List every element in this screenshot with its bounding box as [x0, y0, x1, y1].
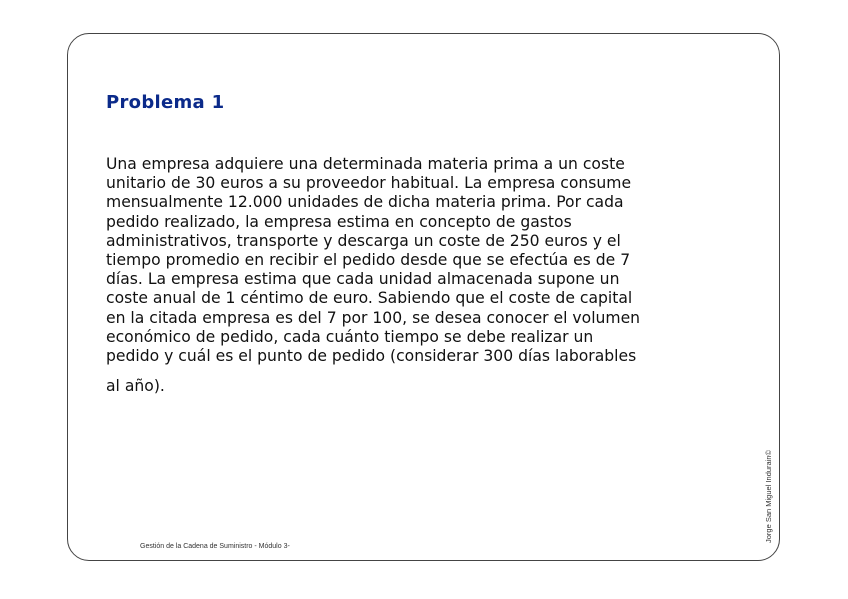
problem-line-tail: al año).	[106, 377, 165, 396]
author-credit: Jorge San Miguel Indurain©	[764, 449, 773, 543]
problem-line: coste anual de 1 céntimo de euro. Sabiendo que el coste de capital	[106, 289, 633, 308]
problem-line: económico de pedido, cada cuánto tiempo se debe realizar un	[106, 327, 594, 346]
problem-statement	[106, 155, 736, 396]
problem-line: administrativos, transporte y descarga un coste de 250 euros y el	[106, 231, 621, 250]
slide-title: Problema 1	[106, 92, 225, 113]
problem-line: tiempo promedio en recibir el pedido desde que se efectúa es de 7	[106, 251, 631, 270]
footer-course-label: Gestión de la Cadena de Suministro - Módulo 3-	[140, 543, 290, 550]
problem-line: mensualmente 12.000 unidades de dicha materia prima. Por cada	[106, 193, 624, 212]
problem-line: en la citada empresa es del 7 por 100, se desea conocer el volumen	[106, 308, 641, 327]
problem-line: pedido y cuál es el punto de pedido (considerar 300 días laborables	[106, 347, 637, 366]
problem-line: días. La empresa estima que cada unidad almacenada supone un	[106, 270, 620, 289]
problem-line: Una empresa adquiere una determinada materia prima a un coste	[106, 155, 625, 173]
problem-line: pedido realizado, la empresa estima en concepto de gastos	[106, 212, 572, 231]
problem-line: unitario de 30 euros a su proveedor habitual. La empresa consume	[106, 174, 632, 193]
